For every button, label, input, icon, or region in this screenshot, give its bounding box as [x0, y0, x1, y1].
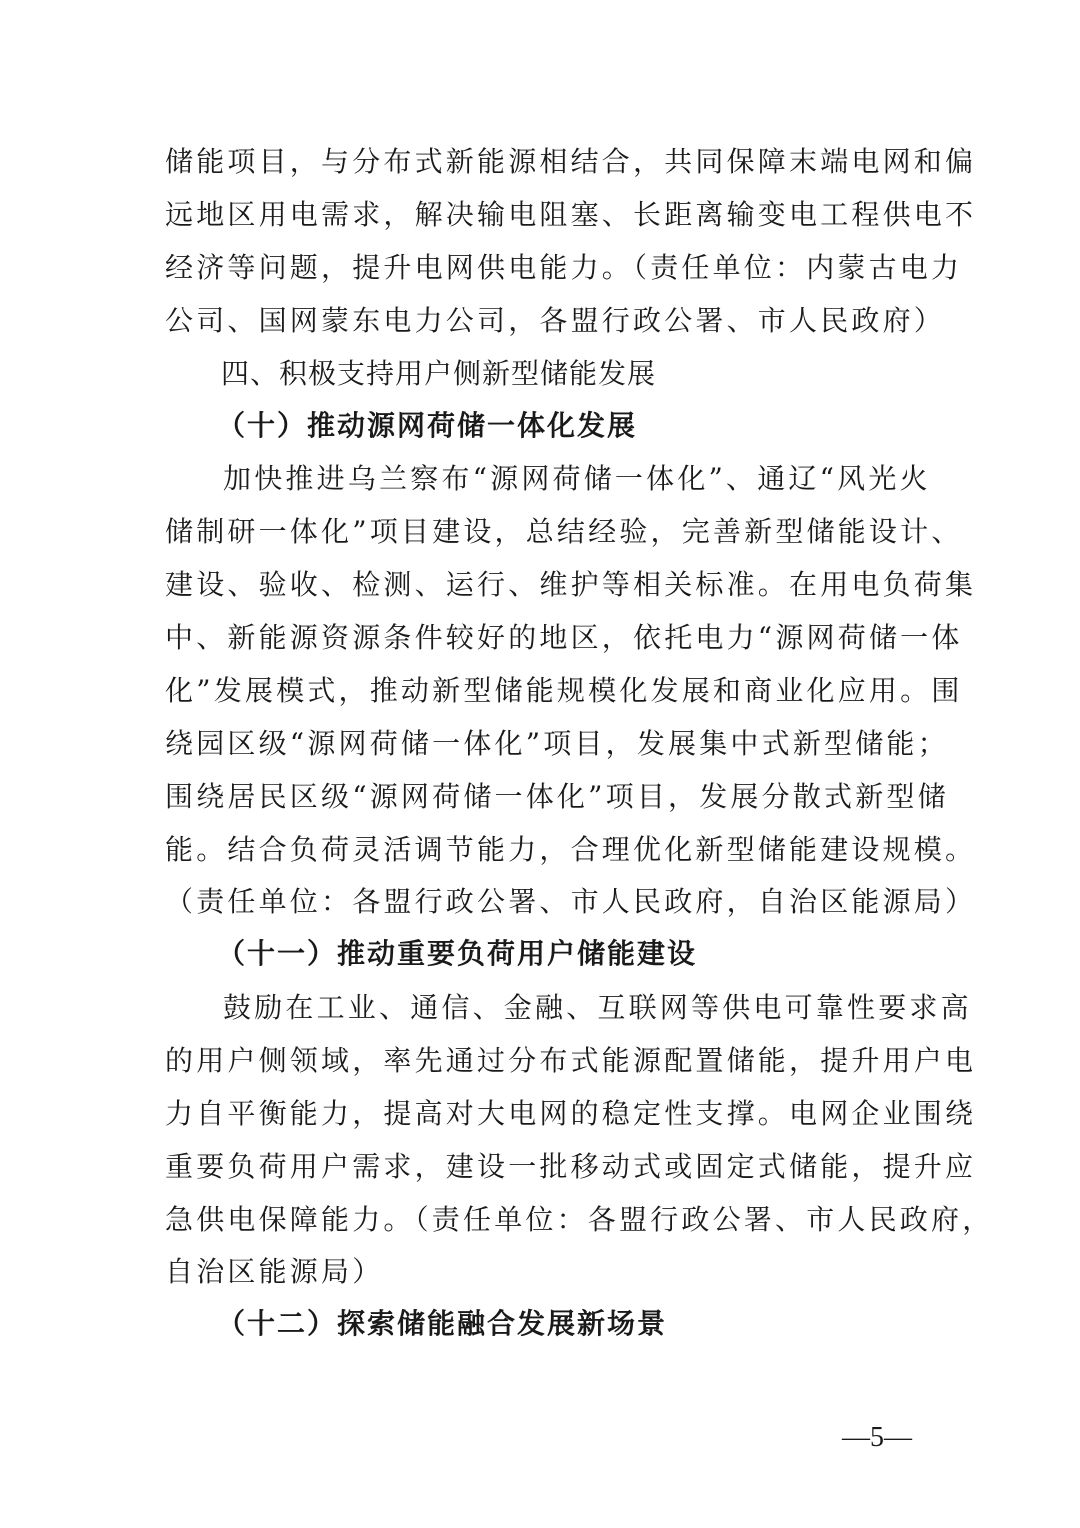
paragraph-line: 远地区用电需求，解决输电阻塞、长距离输变电工程供电不 — [165, 198, 977, 231]
paragraph-line: （责任单位：各盟行政公署、市人民政府，自治区能源局） — [165, 885, 977, 918]
paragraph-line: 化”发展模式，推动新型储能规模化发展和商业化应用。围 — [165, 674, 963, 707]
paragraph-line: 加快推进乌兰察布“源网荷储一体化”、通辽“风光火 — [223, 462, 931, 495]
subsection-heading: （十二）探索储能融合发展新场景 — [217, 1307, 668, 1340]
paragraph-line: 力自平衡能力，提高对大电网的稳定性支撑。电网企业围绕 — [165, 1097, 977, 1130]
page-number: —5— — [842, 1422, 912, 1453]
paragraph-line: 围绕居民区级“源网荷储一体化”项目，发展分散式新型储 — [165, 780, 949, 813]
paragraph-line: 自治区能源局） — [165, 1255, 384, 1288]
paragraph-line: 重要负荷用户需求，建设一批移动式或固定式储能，提升应 — [165, 1150, 977, 1183]
paragraph-line: 建设、验收、检测、运行、维护等相关标准。在用电负荷集 — [165, 568, 977, 601]
paragraph-line: 储制研一体化”项目建设，总结经验，完善新型储能设计、 — [165, 515, 963, 548]
paragraph-line: 中、新能源资源条件较好的地区，依托电力“源网荷储一体 — [165, 621, 963, 654]
paragraph-line: 的用户侧领域，率先通过分布式能源配置储能，提升用户电 — [165, 1044, 977, 1077]
subsection-heading: （十一）推动重要负荷用户储能建设 — [217, 937, 698, 970]
paragraph-line: 储能项目，与分布式新能源相结合，共同保障末端电网和偏 — [165, 145, 977, 178]
paragraph-line: 鼓励在工业、通信、金融、互联网等供电可靠性要求高 — [223, 991, 972, 1024]
paragraph-line: 公司、国网蒙东电力公司，各盟行政公署、市人民政府） — [165, 304, 946, 337]
paragraph-line: 能。结合负荷灵活调节能力，合理优化新型储能建设规模。 — [165, 833, 977, 866]
paragraph-line: 急供电保障能力。（责任单位：各盟行政公署、市人民政府， — [165, 1203, 994, 1236]
paragraph-line: 经济等问题，提升电网供电能力。（责任单位：内蒙古电力 — [165, 251, 963, 284]
section-heading: 四、积极支持用户侧新型储能发展 — [221, 357, 657, 390]
subsection-heading: （十）推动源网荷储一体化发展 — [217, 409, 638, 442]
paragraph-line: 绕园区级“源网荷储一体化”项目，发展集中式新型储能； — [165, 727, 949, 760]
